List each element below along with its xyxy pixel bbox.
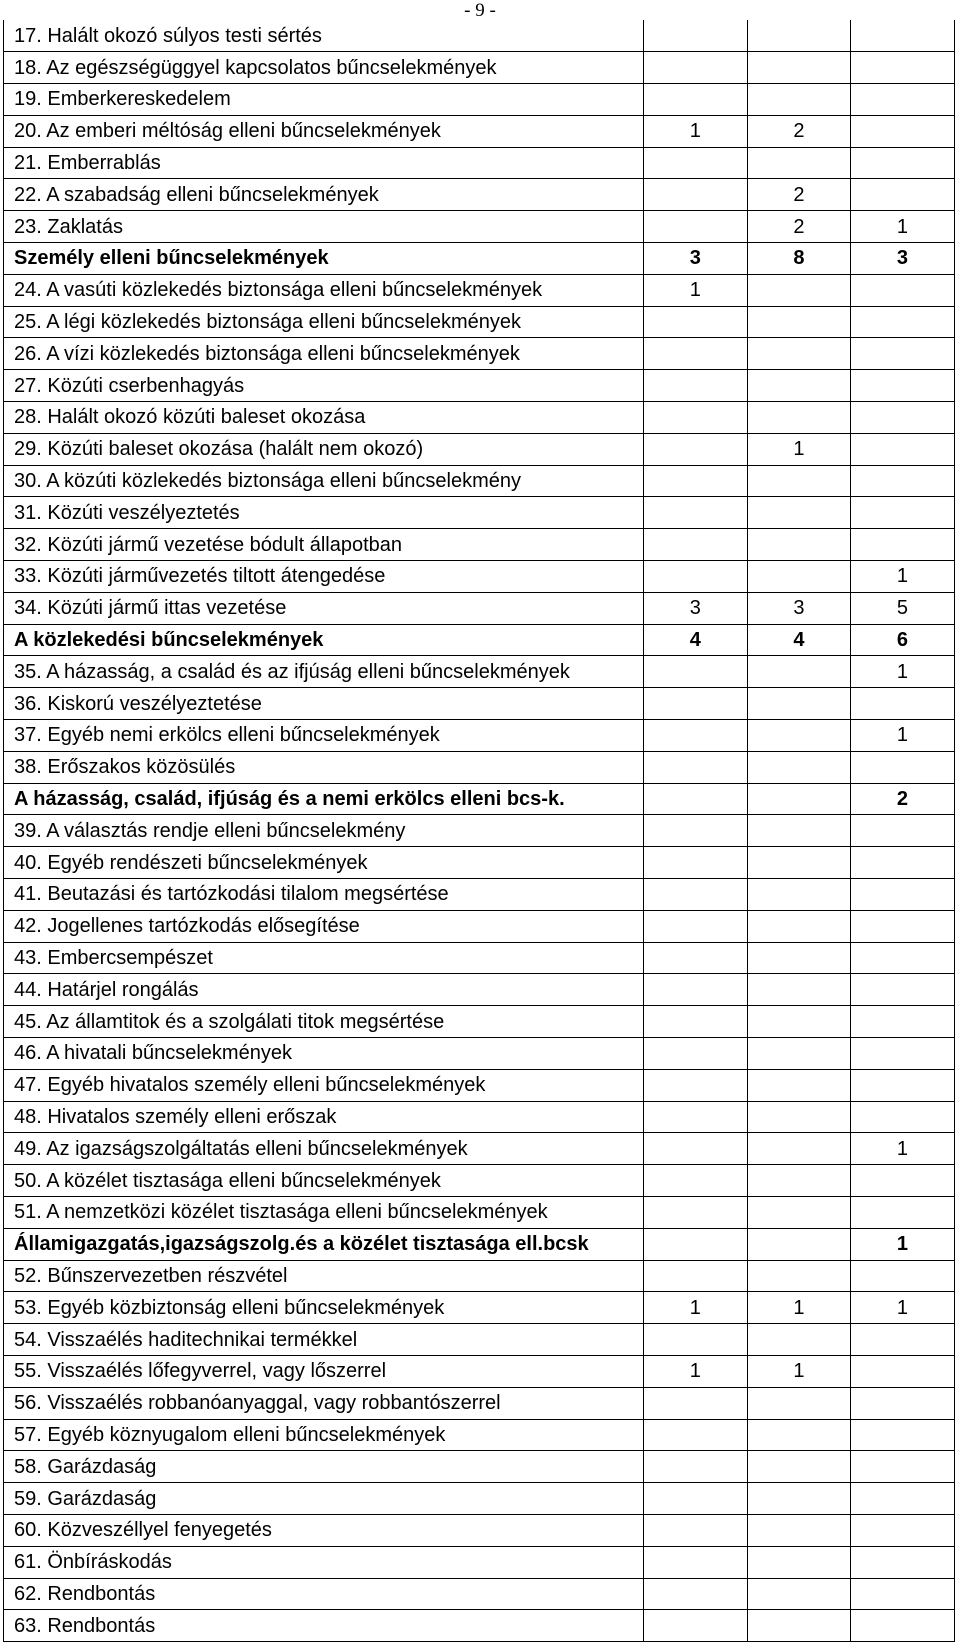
row-label: 49. Az igazságszolgáltatás elleni bűncselekmények [4, 1133, 644, 1165]
row-label: 52. Bűnszervezetben részvétel [4, 1260, 644, 1292]
value-cell-col1: 1 [644, 1292, 748, 1324]
value-cell-col2 [747, 1451, 851, 1483]
table-row [4, 52, 955, 84]
table-row [4, 1324, 955, 1356]
value-cell-col2 [747, 1228, 851, 1260]
value-cell-col3: 1 [851, 211, 955, 243]
row-label: 23. Zaklatás [4, 211, 644, 243]
table-row [4, 1610, 955, 1642]
value-cell-col2: 4 [747, 624, 851, 656]
value-cell-col2 [747, 1610, 851, 1642]
value-cell-col2 [747, 84, 851, 116]
value-cell-col3 [851, 465, 955, 497]
value-cell-col1 [644, 847, 748, 879]
value-cell-col1 [644, 52, 748, 84]
table-row [4, 1578, 955, 1610]
table-row-category-total [4, 783, 955, 815]
row-label: 56. Visszaélés robbanóanyaggal, vagy robbantószerrel [4, 1387, 644, 1419]
row-label: 62. Rendbontás [4, 1578, 644, 1610]
value-cell-col1 [644, 1038, 748, 1070]
value-cell-col3 [851, 1324, 955, 1356]
value-cell-col1 [644, 370, 748, 402]
row-label: 41. Beutazási és tartózkodási tilalom megsértése [4, 879, 644, 911]
table-row [4, 1355, 955, 1387]
value-cell-col2 [747, 1133, 851, 1165]
value-cell-col2 [747, 1006, 851, 1038]
value-cell-col1 [644, 338, 748, 370]
value-cell-col3 [851, 274, 955, 306]
value-cell-col2 [747, 20, 851, 52]
value-cell-col3 [851, 306, 955, 338]
value-cell-col3 [851, 815, 955, 847]
value-cell-col2: 2 [747, 179, 851, 211]
row-label: 31. Közúti veszélyeztetés [4, 497, 644, 529]
row-label: 59. Garázdaság [4, 1483, 644, 1515]
value-cell-col2 [747, 465, 851, 497]
row-label: 26. A vízi közlekedés biztonsága elleni bűncselekmények [4, 338, 644, 370]
value-cell-col2: 3 [747, 592, 851, 624]
row-label: 22. A szabadság elleni bűncselekmények [4, 179, 644, 211]
value-cell-col3: 1 [851, 1228, 955, 1260]
row-label: 55. Visszaélés lőfegyverrel, vagy lőszerrel [4, 1355, 644, 1387]
value-cell-col2 [747, 147, 851, 179]
value-cell-col3 [851, 370, 955, 402]
value-cell-col3 [851, 402, 955, 434]
value-cell-col2 [747, 879, 851, 911]
table-row [4, 815, 955, 847]
value-cell-col2: 2 [747, 211, 851, 243]
value-cell-col3 [851, 1006, 955, 1038]
value-cell-col2: 1 [747, 433, 851, 465]
row-label: 27. Közúti cserbenhagyás [4, 370, 644, 402]
value-cell-col2 [747, 1101, 851, 1133]
value-cell-col1 [644, 1260, 748, 1292]
value-cell-col3 [851, 84, 955, 116]
row-label: 20. Az emberi méltóság elleni bűncselekmények [4, 115, 644, 147]
row-label: 61. Önbíráskodás [4, 1546, 644, 1578]
value-cell-col3 [851, 1069, 955, 1101]
table-row [4, 1260, 955, 1292]
value-cell-col1 [644, 529, 748, 561]
value-cell-col1 [644, 1419, 748, 1451]
table-row [4, 370, 955, 402]
value-cell-col1 [644, 147, 748, 179]
value-cell-col2 [747, 910, 851, 942]
value-cell-col3 [851, 847, 955, 879]
value-cell-col3 [851, 433, 955, 465]
row-label: 44. Határjel rongálás [4, 974, 644, 1006]
row-label: 43. Embercsempészet [4, 942, 644, 974]
row-label: A házasság, család, ifjúság és a nemi erkölcs elleni bcs-k. [4, 783, 644, 815]
table-row [4, 1165, 955, 1197]
value-cell-col2 [747, 656, 851, 688]
value-cell-col1 [644, 1483, 748, 1515]
value-cell-col2 [747, 720, 851, 752]
value-cell-col2 [747, 974, 851, 1006]
table-row [4, 592, 955, 624]
table-row [4, 402, 955, 434]
table-row [4, 20, 955, 52]
value-cell-col3: 1 [851, 656, 955, 688]
value-cell-col3 [851, 1038, 955, 1070]
value-cell-col2 [747, 815, 851, 847]
row-label: 48. Hivatalos személy elleni erőszak [4, 1101, 644, 1133]
value-cell-col1 [644, 751, 748, 783]
value-cell-col1 [644, 720, 748, 752]
value-cell-col1 [644, 1165, 748, 1197]
row-label: 19. Emberkereskedelem [4, 84, 644, 116]
table-row-category-total [4, 624, 955, 656]
row-label: 42. Jogellenes tartózkodás elősegítése [4, 910, 644, 942]
table-row [4, 1196, 955, 1228]
value-cell-col3: 1 [851, 1133, 955, 1165]
value-cell-col2 [747, 942, 851, 974]
value-cell-col3 [851, 1260, 955, 1292]
value-cell-col1 [644, 974, 748, 1006]
value-cell-col2 [747, 751, 851, 783]
value-cell-col1 [644, 84, 748, 116]
table-row [4, 688, 955, 720]
table-row [4, 879, 955, 911]
row-label: Államigazgatás,igazságszolg.és a közélet tisztasága ell.bcsk [4, 1228, 644, 1260]
value-cell-col1 [644, 1101, 748, 1133]
value-cell-col1 [644, 1133, 748, 1165]
value-cell-col1 [644, 656, 748, 688]
value-cell-col3: 1 [851, 1292, 955, 1324]
table-row [4, 211, 955, 243]
value-cell-col1 [644, 1387, 748, 1419]
table-row [4, 1387, 955, 1419]
value-cell-col1 [644, 879, 748, 911]
table-row [4, 1038, 955, 1070]
row-label: 35. A házasság, a család és az ifjúság elleni bűncselekmények [4, 656, 644, 688]
row-label: 24. A vasúti közlekedés biztonsága elleni bűncselekmények [4, 274, 644, 306]
table-row [4, 1483, 955, 1515]
row-label: 32. Közúti jármű vezetése bódult állapotban [4, 529, 644, 561]
value-cell-col3 [851, 910, 955, 942]
value-cell-col3 [851, 52, 955, 84]
row-label: 54. Visszaélés haditechnikai termékkel [4, 1324, 644, 1356]
value-cell-col1 [644, 1324, 748, 1356]
row-label: 47. Egyéb hivatalos személy elleni bűncselekmények [4, 1069, 644, 1101]
value-cell-col1 [644, 1006, 748, 1038]
value-cell-col2 [747, 402, 851, 434]
value-cell-col3 [851, 1610, 955, 1642]
value-cell-col3 [851, 529, 955, 561]
table-row [4, 942, 955, 974]
value-cell-col2 [747, 52, 851, 84]
value-cell-col3: 2 [851, 783, 955, 815]
row-label: 25. A légi közlekedés biztonsága elleni bűncselekmények [4, 306, 644, 338]
value-cell-col2: 1 [747, 1292, 851, 1324]
value-cell-col1 [644, 1196, 748, 1228]
row-label: 50. A közélet tisztasága elleni bűncselekmények [4, 1165, 644, 1197]
table-row [4, 1514, 955, 1546]
value-cell-col1 [644, 1578, 748, 1610]
row-label: 45. Az államtitok és a szolgálati titok megsértése [4, 1006, 644, 1038]
value-cell-col2 [747, 338, 851, 370]
value-cell-col1 [644, 1514, 748, 1546]
value-cell-col2 [747, 274, 851, 306]
row-label: 40. Egyéb rendészeti bűncselekmények [4, 847, 644, 879]
value-cell-col2: 8 [747, 243, 851, 275]
value-cell-col2 [747, 1387, 851, 1419]
value-cell-col3 [851, 497, 955, 529]
value-cell-col1 [644, 1451, 748, 1483]
table-row [4, 1292, 955, 1324]
value-cell-col3 [851, 1355, 955, 1387]
value-cell-col3 [851, 1101, 955, 1133]
value-cell-col1 [644, 433, 748, 465]
table-row [4, 1069, 955, 1101]
value-cell-col1: 1 [644, 274, 748, 306]
value-cell-col1: 1 [644, 115, 748, 147]
value-cell-col3 [851, 115, 955, 147]
value-cell-col2 [747, 529, 851, 561]
value-cell-col2 [747, 1324, 851, 1356]
value-cell-col1 [644, 688, 748, 720]
table-row [4, 1419, 955, 1451]
value-cell-col3: 1 [851, 720, 955, 752]
value-cell-col1 [644, 942, 748, 974]
value-cell-col1 [644, 179, 748, 211]
value-cell-col2 [747, 1483, 851, 1515]
table-row [4, 656, 955, 688]
value-cell-col3 [851, 974, 955, 1006]
value-cell-col3 [851, 1578, 955, 1610]
value-cell-col2 [747, 561, 851, 593]
value-cell-col1: 4 [644, 624, 748, 656]
value-cell-col2 [747, 1196, 851, 1228]
value-cell-col3: 6 [851, 624, 955, 656]
table-row [4, 910, 955, 942]
table-row [4, 1451, 955, 1483]
value-cell-col3 [851, 147, 955, 179]
value-cell-col1 [644, 1069, 748, 1101]
crime-statistics-table [3, 20, 955, 1642]
row-label: 51. A nemzetközi közélet tisztasága elleni bűncselekmények [4, 1196, 644, 1228]
table-row [4, 561, 955, 593]
table-row-category-total [4, 1228, 955, 1260]
value-cell-col2 [747, 1038, 851, 1070]
table-row [4, 433, 955, 465]
row-label: A közlekedési bűncselekmények [4, 624, 644, 656]
value-cell-col3 [851, 1514, 955, 1546]
table-row [4, 306, 955, 338]
table-row [4, 529, 955, 561]
table-row [4, 1133, 955, 1165]
value-cell-col1 [644, 211, 748, 243]
table-row [4, 115, 955, 147]
value-cell-col3: 3 [851, 243, 955, 275]
value-cell-col3 [851, 1196, 955, 1228]
value-cell-col1 [644, 465, 748, 497]
row-label: 29. Közúti baleset okozása (halált nem okozó) [4, 433, 644, 465]
table-row [4, 497, 955, 529]
table-row [4, 720, 955, 752]
table-row [4, 84, 955, 116]
value-cell-col2 [747, 688, 851, 720]
value-cell-col1 [644, 1610, 748, 1642]
value-cell-col3: 1 [851, 561, 955, 593]
value-cell-col3 [851, 1419, 955, 1451]
row-label: 58. Garázdaság [4, 1451, 644, 1483]
value-cell-col3 [851, 942, 955, 974]
value-cell-col2 [747, 783, 851, 815]
row-label: 53. Egyéb közbiztonság elleni bűncselekmények [4, 1292, 644, 1324]
table-row [4, 751, 955, 783]
value-cell-col1 [644, 561, 748, 593]
value-cell-col1 [644, 815, 748, 847]
row-label: 33. Közúti járművezetés tiltott átengedése [4, 561, 644, 593]
row-label: 28. Halált okozó közúti baleset okozása [4, 402, 644, 434]
value-cell-col1 [644, 402, 748, 434]
value-cell-col1 [644, 1546, 748, 1578]
page-number: - 9 - [464, 0, 496, 21]
row-label: Személy elleni bűncselekmények [4, 243, 644, 275]
table-row [4, 179, 955, 211]
value-cell-col1 [644, 910, 748, 942]
value-cell-col2 [747, 1260, 851, 1292]
value-cell-col1 [644, 1228, 748, 1260]
row-label: 17. Halált okozó súlyos testi sértés [4, 20, 644, 52]
row-label: 18. Az egészségüggyel kapcsolatos bűncselekmények [4, 52, 644, 84]
value-cell-col1 [644, 783, 748, 815]
value-cell-col2 [747, 370, 851, 402]
table-row [4, 338, 955, 370]
value-cell-col3 [851, 179, 955, 211]
value-cell-col3 [851, 1387, 955, 1419]
value-cell-col2: 2 [747, 115, 851, 147]
row-label: 36. Kiskorú veszélyeztetése [4, 688, 644, 720]
row-label: 34. Közúti jármű ittas vezetése [4, 592, 644, 624]
value-cell-col3 [851, 1165, 955, 1197]
value-cell-col3 [851, 1483, 955, 1515]
value-cell-col2 [747, 1419, 851, 1451]
row-label: 63. Rendbontás [4, 1610, 644, 1642]
table-row [4, 847, 955, 879]
value-cell-col3 [851, 751, 955, 783]
value-cell-col1 [644, 497, 748, 529]
value-cell-col2 [747, 1578, 851, 1610]
value-cell-col2 [747, 847, 851, 879]
value-cell-col1: 3 [644, 243, 748, 275]
value-cell-col3 [851, 879, 955, 911]
row-label: 39. A választás rendje elleni bűncselekmény [4, 815, 644, 847]
value-cell-col3 [851, 1451, 955, 1483]
value-cell-col2 [747, 1069, 851, 1101]
value-cell-col2 [747, 1165, 851, 1197]
value-cell-col2 [747, 306, 851, 338]
value-cell-col1 [644, 20, 748, 52]
table-body [4, 20, 955, 1642]
value-cell-col3: 5 [851, 592, 955, 624]
value-cell-col2: 1 [747, 1355, 851, 1387]
table-row [4, 1101, 955, 1133]
table-row [4, 465, 955, 497]
value-cell-col1 [644, 306, 748, 338]
row-label: 21. Emberrablás [4, 147, 644, 179]
value-cell-col1: 3 [644, 592, 748, 624]
value-cell-col1: 1 [644, 1355, 748, 1387]
table-row-category-total [4, 243, 955, 275]
table-row [4, 1006, 955, 1038]
table-row [4, 147, 955, 179]
row-label: 46. A hivatali bűncselekmények [4, 1038, 644, 1070]
row-label: 37. Egyéb nemi erkölcs elleni bűncselekmények [4, 720, 644, 752]
value-cell-col3 [851, 20, 955, 52]
table-row [4, 274, 955, 306]
row-label: 38. Erőszakos közösülés [4, 751, 644, 783]
value-cell-col2 [747, 497, 851, 529]
value-cell-col2 [747, 1514, 851, 1546]
value-cell-col3 [851, 1546, 955, 1578]
value-cell-col2 [747, 1546, 851, 1578]
row-label: 57. Egyéb köznyugalom elleni bűncselekmények [4, 1419, 644, 1451]
table-row [4, 1546, 955, 1578]
row-label: 30. A közúti közlekedés biztonsága elleni bűncselekmény [4, 465, 644, 497]
table-row [4, 974, 955, 1006]
value-cell-col3 [851, 688, 955, 720]
row-label: 60. Közveszéllyel fenyegetés [4, 1514, 644, 1546]
value-cell-col3 [851, 338, 955, 370]
